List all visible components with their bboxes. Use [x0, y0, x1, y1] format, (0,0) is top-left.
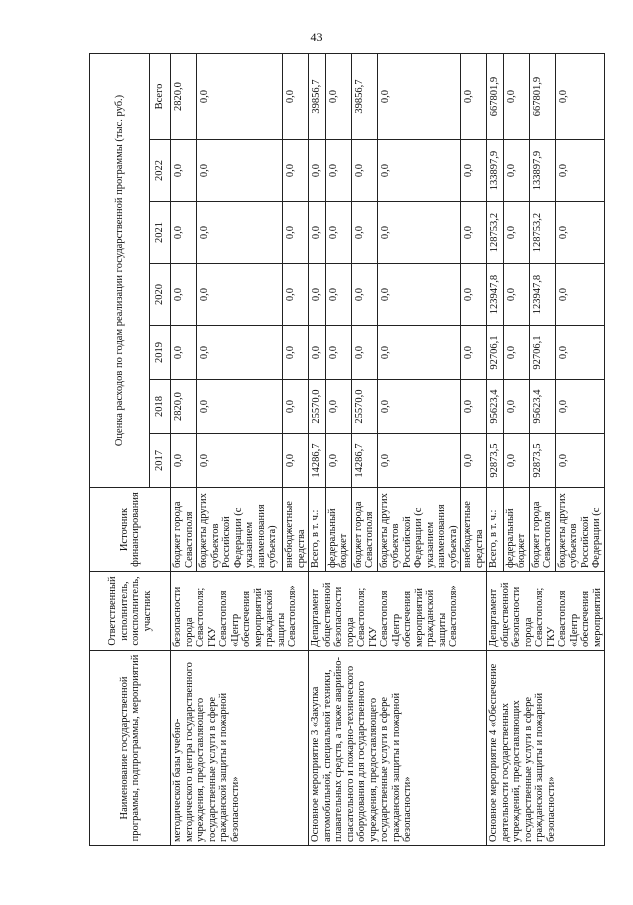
header-estimate: Оценка расходов по годам реализации государственной программы (тыс. руб.) [90, 53, 150, 487]
year-value-cell: 133897,9 [529, 140, 555, 202]
year-value-cell: 0,0 [283, 140, 309, 202]
year-value-cell: 0,0 [197, 326, 283, 380]
year-value-cell: 0,0 [171, 140, 197, 202]
year-header: 2019 [150, 326, 171, 380]
year-value-cell: 0,0 [171, 434, 197, 488]
year-value-cell: 0,0 [325, 264, 351, 326]
total-header: Всего [150, 53, 171, 139]
year-value-cell: 0,0 [555, 380, 604, 434]
total-value-cell: 39856,7 [351, 53, 377, 139]
year-value-cell: 0,0 [325, 140, 351, 202]
year-value-cell: 0,0 [325, 434, 351, 488]
year-value-cell: 0,0 [171, 326, 197, 380]
year-value-cell: 0,0 [461, 380, 487, 434]
year-value-cell: 123947,8 [529, 264, 555, 326]
executor-cell: Департамент общественной безопасности города Севастополя; ГКУ Севастополя «Центр обеспечения мероприятий [487, 572, 605, 651]
year-value-cell: 0,0 [461, 264, 487, 326]
year-value-cell: 0,0 [351, 202, 377, 264]
year-value-cell: 0,0 [197, 434, 283, 488]
total-value-cell: 0,0 [197, 53, 283, 139]
funding-source-cell: федеральный бюджет [503, 488, 529, 572]
year-value-cell: 0,0 [555, 140, 604, 202]
year-value-cell: 0,0 [197, 140, 283, 202]
funding-source-cell: внебюджетные средства [461, 488, 487, 572]
year-value-cell: 0,0 [171, 202, 197, 264]
funding-source-cell: Всего, в т. ч.: [487, 488, 504, 572]
year-value-cell: 0,0 [503, 380, 529, 434]
year-header: 2017 [150, 434, 171, 488]
table-body [171, 53, 605, 845]
year-value-cell: 133897,9 [487, 140, 504, 202]
total-value-cell: 0,0 [461, 53, 487, 139]
year-value-cell: 0,0 [377, 380, 461, 434]
year-value-cell: 128753,2 [529, 202, 555, 264]
year-value-cell: 0,0 [197, 264, 283, 326]
total-value-cell: 0,0 [283, 53, 309, 139]
year-value-cell: 0,0 [555, 326, 604, 380]
year-header: 2018 [150, 380, 171, 434]
funding-source-cell: бюджеты других субъектов Российской Федерации (с указанием наименования субъекта) [377, 488, 461, 572]
total-value-cell: 2820,0 [171, 53, 197, 139]
year-value-cell: 0,0 [351, 264, 377, 326]
year-header: 2021 [150, 202, 171, 264]
year-value-cell: 2820,0 [171, 380, 197, 434]
year-value-cell: 0,0 [283, 264, 309, 326]
year-value-cell: 0,0 [461, 434, 487, 488]
year-value-cell: 0,0 [461, 140, 487, 202]
funding-source-cell: бюджет города Севастополя [351, 488, 377, 572]
year-value-cell: 0,0 [325, 202, 351, 264]
page-number: 43 [310, 30, 323, 44]
year-value-cell: 0,0 [503, 202, 529, 264]
program-name-cell: Основное мероприятие 3 «Закупка автомобильной, специальной техники, плавательных средств, а также аварийно-спасательного и пожарно-технического оборудования для государственного учреждения, предоставляющего государственные услуги в сфере гражданской защиты и пожарной безопасности» [309, 651, 487, 846]
year-value-cell: 0,0 [351, 326, 377, 380]
year-value-cell: 0,0 [377, 140, 461, 202]
year-value-cell: 0,0 [503, 140, 529, 202]
year-value-cell: 0,0 [283, 202, 309, 264]
year-value-cell: 92706,1 [529, 326, 555, 380]
year-value-cell: 0,0 [377, 202, 461, 264]
funding-source-cell: бюджеты других субъектов Российской Федерации (с [555, 488, 604, 572]
year-header: 2022 [150, 140, 171, 202]
year-value-cell: 14286,7 [309, 434, 326, 488]
year-value-cell: 123947,8 [487, 264, 504, 326]
funding-source-cell: бюджет города Севастополя [529, 488, 555, 572]
year-value-cell: 0,0 [325, 380, 351, 434]
year-value-cell: 0,0 [309, 202, 326, 264]
table-row [171, 53, 197, 845]
year-value-cell: 0,0 [283, 326, 309, 380]
total-value-cell: 0,0 [325, 53, 351, 139]
year-value-cell: 25570,0 [351, 380, 377, 434]
header-executor: Ответственный исполнитель, соисполнитель, участник [90, 572, 171, 651]
total-value-cell: 0,0 [377, 53, 461, 139]
funding-source-cell: бюджет города Севастополя [171, 488, 197, 572]
year-header: 2020 [150, 264, 171, 326]
header-name: Наименование государственной программы, подпрограммы, мероприятий [90, 651, 171, 846]
year-value-cell: 0,0 [309, 140, 326, 202]
funding-source-cell: федеральный бюджет [325, 488, 351, 572]
total-value-cell: 667801,9 [529, 53, 555, 139]
year-value-cell: 0,0 [555, 202, 604, 264]
year-value-cell: 25570,0 [309, 380, 326, 434]
year-value-cell: 95623,4 [487, 380, 504, 434]
year-value-cell: 0,0 [503, 434, 529, 488]
year-value-cell: 0,0 [197, 202, 283, 264]
year-value-cell: 0,0 [171, 264, 197, 326]
year-value-cell: 92873,5 [487, 434, 504, 488]
program-name-cell: методической базы учебно-методического центра государственного учреждения, предоставляющего государственные услуги в сфере гражданской защиты и пожарной безопасности» [171, 651, 309, 846]
program-name-cell: Основное мероприятие 4 «Обеспечение деятельности государственных учреждений, предоставляющих государственные услуги в сфере гражданской защиты и пожарной безопасности» [487, 651, 605, 846]
year-value-cell: 0,0 [377, 264, 461, 326]
year-value-cell: 0,0 [197, 380, 283, 434]
year-value-cell: 0,0 [377, 434, 461, 488]
funding-source-cell: Всего, в т. ч.: [309, 488, 326, 572]
table-row [309, 53, 326, 845]
total-value-cell: 0,0 [503, 53, 529, 139]
header-row [90, 53, 150, 845]
total-value-cell: 667801,9 [487, 53, 504, 139]
year-value-cell: 0,0 [325, 326, 351, 380]
table-frame [89, 54, 603, 846]
total-value-cell: 39856,7 [309, 53, 326, 139]
year-value-cell: 0,0 [555, 434, 604, 488]
year-value-cell: 95623,4 [529, 380, 555, 434]
year-value-cell: 14286,7 [351, 434, 377, 488]
year-value-cell: 0,0 [351, 140, 377, 202]
table-row [487, 53, 504, 845]
header-source: Источник финансирования [90, 488, 171, 572]
year-value-cell: 0,0 [461, 202, 487, 264]
year-value-cell: 0,0 [309, 264, 326, 326]
year-value-cell: 0,0 [555, 264, 604, 326]
year-value-cell: 128753,2 [487, 202, 504, 264]
year-value-cell: 92706,1 [487, 326, 504, 380]
year-value-cell: 0,0 [503, 264, 529, 326]
year-value-cell: 0,0 [283, 380, 309, 434]
rotated-table-wrapper [89, 54, 603, 846]
year-value-cell: 0,0 [283, 434, 309, 488]
executor-cell: Департамент общественной безопасности города Севастополя; ГКУ Севастополя «Центр обеспечения мероприятий гражданской защиты Севастополя» [309, 572, 487, 651]
year-value-cell: 92873,5 [529, 434, 555, 488]
year-value-cell: 0,0 [503, 326, 529, 380]
funding-source-cell: внебюджетные средства [283, 488, 309, 572]
year-value-cell: 0,0 [461, 326, 487, 380]
year-value-cell: 0,0 [377, 326, 461, 380]
funding-source-cell: бюджеты других субъектов Российской Федерации (с указанием наименования субъекта) [197, 488, 283, 572]
budget-table [89, 53, 605, 846]
year-value-cell: 0,0 [309, 326, 326, 380]
executor-cell: безопасности города Севастополя; ГКУ Севастополя «Центр обеспечения мероприятий гражданской защиты Севастополя» [171, 572, 309, 651]
total-value-cell: 0,0 [555, 53, 604, 139]
